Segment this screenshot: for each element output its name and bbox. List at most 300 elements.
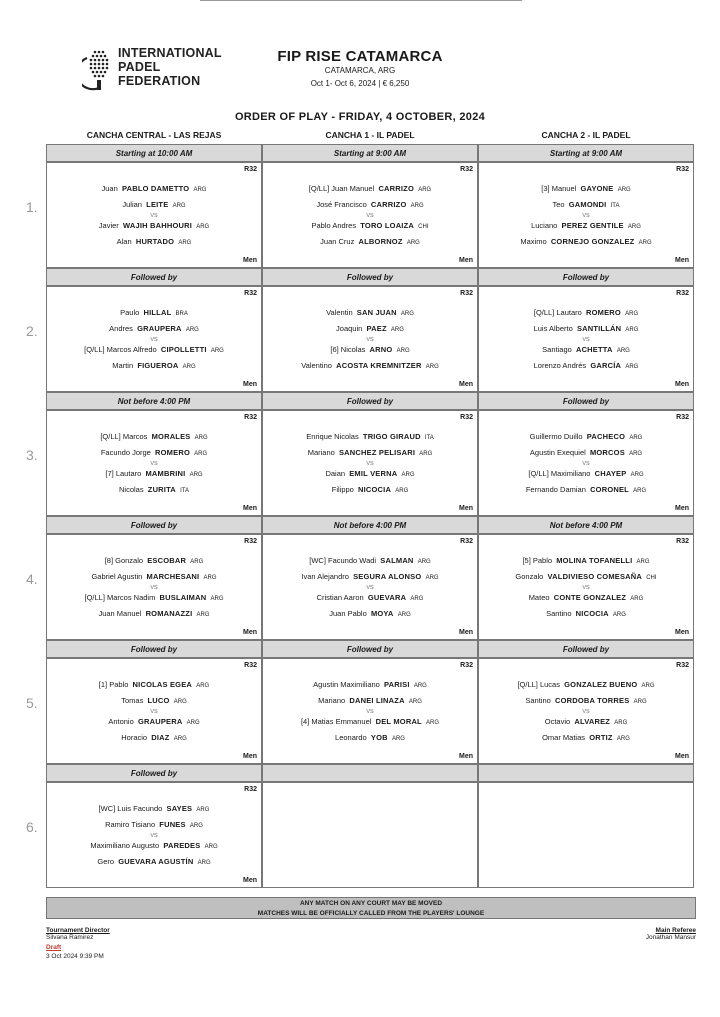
slot-label: Not before 4:00 PM (46, 392, 262, 410)
match-cell[interactable] (262, 658, 478, 764)
slot-label: Followed by (46, 640, 262, 658)
player-last-name: ACHETTA (575, 345, 613, 354)
player-first-name: Ivan Alejandro (301, 572, 349, 581)
player-nationality: ARG (616, 348, 630, 354)
player-name (263, 469, 477, 478)
player-first-name: [Q/LL] Marcos Nadim (84, 593, 156, 602)
match-cell[interactable] (262, 162, 478, 268)
player-name (47, 237, 261, 246)
draft-label: Draft (46, 944, 62, 951)
gender-label: Men (459, 257, 473, 264)
round-label: R32 (460, 290, 473, 297)
row-number: 3. (26, 447, 38, 463)
player-first-name: Ramiro Tisiano (105, 820, 156, 829)
player-first-name: Valentino (301, 361, 332, 370)
player-first-name: [7] Lautaro (105, 469, 142, 478)
player-first-name: Omar Matias (542, 733, 586, 742)
player-nationality: ARG (185, 327, 199, 333)
row-number: 6. (26, 819, 38, 835)
player-first-name: [5] Pablo (522, 556, 553, 565)
player-first-name: Fernando Damian (525, 485, 586, 494)
slot-label: Starting at 9:00 AM (478, 144, 694, 162)
slot-label: Followed by (46, 516, 262, 534)
notice-line-1: ANY MATCH ON ANY COURT MAY BE MOVED (299, 900, 443, 907)
versus-label: VS (366, 461, 374, 467)
player-last-name: PEREZ GENTILE (561, 221, 624, 230)
player-nationality: ARG (410, 596, 424, 602)
match-cell[interactable] (46, 286, 262, 392)
draft-time: 3 Oct 2024 9:39 PM (46, 953, 104, 960)
match-cell[interactable] (478, 658, 694, 764)
player-first-name: Horacio (121, 733, 148, 742)
player-nationality: ARG (625, 364, 639, 370)
versus-label: VS (582, 585, 590, 591)
notice-line-2: MATCHES WILL BE OFFICIALLY CALLED FROM THE PLAYERS' LOUNGE (257, 909, 485, 917)
player-first-name: Gero (97, 857, 115, 866)
player-last-name: FIGUEROA (137, 361, 179, 370)
player-name (263, 237, 477, 246)
row-number: 4. (26, 571, 38, 587)
player-first-name: Filippo (331, 485, 354, 494)
player-name (479, 221, 693, 230)
player-nationality: ARG (173, 699, 187, 705)
versus-label: VS (150, 709, 158, 715)
player-name (263, 485, 477, 494)
player-last-name: MAMBRINI (145, 469, 186, 478)
slot-label: Followed by (478, 392, 694, 410)
player-nationality: ARG (390, 327, 404, 333)
player-name (47, 221, 261, 230)
gender-label: Men (675, 257, 689, 264)
player-nationality: ARG (627, 224, 641, 230)
player-last-name: DIAZ (151, 733, 170, 742)
player-name (479, 680, 693, 689)
player-name (47, 857, 261, 866)
player-first-name: Alan (116, 237, 132, 246)
versus-label: VS (582, 461, 590, 467)
player-name (479, 733, 693, 742)
player-last-name: CONTE GONZALEZ (553, 593, 627, 602)
player-nationality: ARG (210, 348, 224, 354)
player-last-name: ARNO (369, 345, 393, 354)
round-label: R32 (460, 166, 473, 173)
player-name (263, 572, 477, 581)
player-first-name: Santino (546, 609, 572, 618)
match-cell[interactable] (262, 534, 478, 640)
tournament-dates: Oct 1- Oct 6, 2024 | € 6,250 (310, 79, 410, 88)
player-nationality: ARG (630, 472, 644, 478)
round-label: R32 (676, 538, 689, 545)
player-name (47, 572, 261, 581)
slot-label (262, 764, 478, 782)
row-number: 5. (26, 695, 38, 711)
versus-label: VS (582, 213, 590, 219)
round-label: R32 (244, 166, 257, 173)
player-last-name: CORDOBA TORRES (554, 696, 630, 705)
versus-label: VS (366, 213, 374, 219)
player-last-name: GAYONE (580, 184, 614, 193)
player-first-name: [3] Manuel (541, 184, 577, 193)
player-first-name: Joaquin (336, 324, 363, 333)
player-last-name: ORTIZ (589, 733, 613, 742)
player-nationality: ARG (630, 596, 644, 602)
slot-label: Followed by (262, 268, 478, 286)
player-last-name: SALMAN (380, 556, 414, 565)
player-name (263, 308, 477, 317)
logo-line-2: PADEL (118, 60, 161, 74)
player-first-name: [WC] Luis Facundo (98, 804, 163, 813)
tournament-director-block (46, 927, 110, 960)
round-label: R32 (244, 290, 257, 297)
row-number: 1. (26, 199, 38, 215)
player-last-name: YOB (370, 733, 388, 742)
player-name (263, 609, 477, 618)
player-name (47, 432, 261, 441)
player-last-name: MORALES (151, 432, 191, 441)
player-name (479, 345, 693, 354)
player-name (47, 345, 261, 354)
slot-label: Starting at 9:00 AM (262, 144, 478, 162)
player-nationality: ARG (400, 311, 414, 317)
player-nationality: ARG (189, 472, 203, 478)
gender-label: Men (675, 629, 689, 636)
player-nationality: ARG (401, 472, 415, 478)
round-label: R32 (676, 290, 689, 297)
player-first-name: [Q/LL] Marcos (100, 432, 148, 441)
court-header-1: CANCHA 1 - IL PADEL (325, 130, 415, 140)
round-label: R32 (676, 662, 689, 669)
player-last-name: ROMERO (155, 448, 190, 457)
player-nationality: ARG (413, 683, 427, 689)
player-first-name: [Q/LL] Marcos Alfredo (84, 345, 157, 354)
versus-label: VS (366, 585, 374, 591)
player-first-name: [WC] Facundo Wadi (309, 556, 377, 565)
slot-label: Not before 4:00 PM (262, 516, 478, 534)
player-name (47, 841, 261, 850)
versus-label: VS (582, 709, 590, 715)
main-referee-block (646, 927, 696, 941)
player-first-name: Nicolas (119, 485, 144, 494)
player-last-name: GAMONDI (568, 200, 607, 209)
versus-label: VS (150, 213, 158, 219)
player-first-name: Mariano (307, 448, 335, 457)
player-first-name: Mateo (528, 593, 550, 602)
player-name (479, 556, 693, 565)
player-name (263, 448, 477, 457)
player-nationality: ARG (186, 720, 200, 726)
round-label: R32 (460, 414, 473, 421)
player-name (479, 448, 693, 457)
match-cell[interactable] (46, 782, 262, 888)
slot-label: Not before 4:00 PM (478, 516, 694, 534)
match-cell[interactable] (478, 534, 694, 640)
player-last-name: LUCO (147, 696, 170, 705)
player-nationality: ARG (204, 844, 218, 850)
player-last-name: MOYA (370, 609, 394, 618)
player-last-name: PAREDES (163, 841, 201, 850)
player-nationality: ARG (616, 736, 630, 742)
player-first-name: Octavio (544, 717, 571, 726)
court-header-central: CANCHA CENTRAL - LAS REJAS (86, 130, 222, 140)
match-cell[interactable] (262, 410, 478, 516)
player-first-name: Mariano (318, 696, 346, 705)
player-last-name: WAJIH BAHHOURI (122, 221, 193, 230)
player-first-name: [Q/LL] Juan Manuel (308, 184, 375, 193)
player-nationality: ARG (189, 823, 203, 829)
player-nationality: ARG (196, 807, 210, 813)
player-last-name: PARISI (384, 680, 410, 689)
player-name (47, 308, 261, 317)
player-first-name: Agustin Exequiel (529, 448, 586, 457)
gender-label: Men (675, 505, 689, 512)
player-first-name: Martin (112, 361, 134, 370)
player-nationality: ARG (395, 488, 409, 494)
player-first-name: Luis Alberto (533, 324, 573, 333)
player-last-name: CHAYEP (594, 469, 627, 478)
match-cell[interactable] (478, 162, 694, 268)
player-nationality: ARG (419, 451, 433, 457)
slot-label: Followed by (478, 268, 694, 286)
player-first-name: [8] Gonzalo (104, 556, 144, 565)
match-cell[interactable] (478, 286, 694, 392)
player-first-name: [Q/LL] Maximiliano (528, 469, 591, 478)
player-first-name: Tomas (121, 696, 144, 705)
round-label: R32 (460, 538, 473, 545)
player-last-name: ALVAREZ (574, 717, 611, 726)
player-first-name: Santino (525, 696, 551, 705)
round-label: R32 (244, 786, 257, 793)
player-last-name: PAEZ (366, 324, 387, 333)
player-last-name: CARRIZO (378, 184, 415, 193)
player-name (263, 345, 477, 354)
player-name (479, 308, 693, 317)
player-name (263, 361, 477, 370)
round-label: R32 (244, 538, 257, 545)
player-name (47, 448, 261, 457)
player-first-name: Santiago (542, 345, 572, 354)
player-last-name: TRIGO GIRAUD (362, 432, 421, 441)
round-label: R32 (676, 414, 689, 421)
player-last-name: FUNES (159, 820, 186, 829)
player-first-name: Pablo Andres (311, 221, 357, 230)
player-last-name: NICOLAS EGEA (132, 680, 193, 689)
row-number: 2. (26, 323, 38, 339)
versus-label: VS (366, 337, 374, 343)
versus-label: VS (150, 833, 158, 839)
player-last-name: LEITE (146, 200, 169, 209)
match-cell[interactable] (46, 162, 262, 268)
player-first-name: Luciano (531, 221, 558, 230)
player-first-name: [Q/LL] Lucas (517, 680, 560, 689)
slot-label: Followed by (478, 640, 694, 658)
player-nationality: ARG (614, 720, 628, 726)
round-label: R32 (244, 414, 257, 421)
player-name (479, 696, 693, 705)
player-nationality: ARG (625, 327, 639, 333)
player-name (47, 485, 261, 494)
player-first-name: Daian (325, 469, 346, 478)
player-last-name: ROMERO (585, 308, 621, 317)
player-first-name: Guillermo Duillo (529, 432, 583, 441)
player-name (263, 733, 477, 742)
player-first-name: Agustin Maximiliano (313, 680, 380, 689)
player-name (479, 200, 693, 209)
player-name (479, 361, 693, 370)
fip-logo (82, 44, 242, 94)
player-first-name: Juan Cruz (320, 237, 355, 246)
match-cell (262, 782, 478, 888)
player-name (47, 820, 261, 829)
player-name (47, 804, 261, 813)
player-first-name: Cristian Aaron (316, 593, 364, 602)
player-name (47, 696, 261, 705)
player-last-name: HILLAL (143, 308, 172, 317)
notice-box (46, 897, 696, 919)
player-last-name: ZURITA (147, 485, 176, 494)
versus-label: VS (150, 337, 158, 343)
player-name (47, 717, 261, 726)
player-nationality: ARG (406, 240, 420, 246)
player-name (263, 556, 477, 565)
player-nationality: ARG (210, 596, 224, 602)
player-first-name: Leonardo (335, 733, 367, 742)
player-nationality: ARG (397, 612, 411, 618)
referee-title: Main Referee (655, 927, 696, 934)
logo-line-3: FEDERATION (118, 74, 201, 88)
player-last-name: NICOCIA (358, 485, 392, 494)
player-first-name: Maximo (520, 237, 547, 246)
slot-label: Followed by (262, 640, 478, 658)
gender-label: Men (459, 629, 473, 636)
player-name (47, 556, 261, 565)
match-cell[interactable] (46, 410, 262, 516)
player-name (263, 717, 477, 726)
player-first-name: [4] Matias Emmanuel (300, 717, 372, 726)
player-nationality: ARG (391, 736, 405, 742)
player-name (263, 200, 477, 209)
player-nationality: ARG (172, 203, 186, 209)
player-nationality: ARG (629, 435, 643, 441)
match-cell[interactable] (478, 410, 694, 516)
order-of-play-title: ORDER OF PLAY - FRIDAY, 4 OCTOBER, 2024 (234, 111, 486, 123)
round-label: R32 (676, 166, 689, 173)
player-nationality: ARG (417, 559, 431, 565)
player-nationality: ARG (426, 720, 440, 726)
player-first-name: Lorenzo Andrés (533, 361, 587, 370)
match-cell[interactable] (46, 534, 262, 640)
player-last-name: DANEI LINAZA (349, 696, 405, 705)
player-nationality: ARG (641, 683, 655, 689)
player-nationality: ARG (196, 224, 210, 230)
gender-label: Men (243, 629, 257, 636)
versus-label: VS (150, 585, 158, 591)
player-last-name: ALBORNOZ (358, 237, 403, 246)
player-last-name: SAYES (166, 804, 193, 813)
player-name (479, 485, 693, 494)
player-last-name: MORCOS (589, 448, 625, 457)
player-last-name: ROMANAZZI (145, 609, 193, 618)
gender-label: Men (459, 753, 473, 760)
gender-label: Men (243, 257, 257, 264)
player-nationality: ARG (629, 451, 643, 457)
player-nationality: ARG (197, 860, 211, 866)
player-last-name: SANCHEZ PELISARI (338, 448, 416, 457)
match-cell (478, 782, 694, 888)
player-nationality: ARG (638, 240, 652, 246)
player-first-name: Juan Manuel (98, 609, 142, 618)
player-name (47, 184, 261, 193)
gender-label: Men (243, 877, 257, 884)
player-name (263, 221, 477, 230)
player-name (479, 184, 693, 193)
player-last-name: HURTADO (135, 237, 175, 246)
player-last-name: CORONEL (590, 485, 629, 494)
player-name (263, 432, 477, 441)
player-nationality: ARG (178, 240, 192, 246)
player-nationality: ITA (424, 435, 434, 441)
player-last-name: GONZALEZ BUENO (564, 680, 638, 689)
player-first-name: Juan Pablo (329, 609, 367, 618)
player-nationality: ARG (396, 348, 410, 354)
player-name (47, 324, 261, 333)
player-name (479, 469, 693, 478)
player-nationality: ITA (610, 203, 620, 209)
player-name (47, 593, 261, 602)
player-nationality: ARG (418, 187, 432, 193)
gender-label: Men (459, 381, 473, 388)
player-name (479, 324, 693, 333)
player-name (479, 609, 693, 618)
match-cell[interactable] (262, 286, 478, 392)
slot-label: Followed by (46, 268, 262, 286)
player-name (479, 432, 693, 441)
player-last-name: MOLINA TOFANELLI (556, 556, 633, 565)
player-last-name: ACOSTA KREMNITZER (336, 361, 422, 370)
gender-label: Men (243, 753, 257, 760)
player-name (47, 733, 261, 742)
player-first-name: Julian (122, 200, 142, 209)
player-name (47, 680, 261, 689)
player-name (263, 324, 477, 333)
player-first-name: José Francisco (316, 200, 367, 209)
gender-label: Men (675, 753, 689, 760)
player-first-name: Facundo Jorge (100, 448, 151, 457)
gender-label: Men (459, 505, 473, 512)
court-header-2: CANCHA 2 - IL PADEL (541, 130, 631, 140)
player-last-name: SANTILLÁN (576, 324, 622, 333)
player-name (479, 237, 693, 246)
player-last-name: EMIL VERNA (349, 469, 398, 478)
slot-label: Followed by (46, 764, 262, 782)
player-nationality: ARG (193, 187, 207, 193)
player-last-name: DEL MORAL (375, 717, 422, 726)
slot-label: Followed by (262, 392, 478, 410)
player-last-name: CIPOLLETTI (160, 345, 207, 354)
player-first-name: [1] Pablo (98, 680, 129, 689)
match-cell[interactable] (46, 658, 262, 764)
player-last-name: PABLO DAMETTO (121, 184, 190, 193)
player-first-name: Javier (98, 221, 119, 230)
player-nationality: ARG (194, 451, 208, 457)
player-last-name: NICOCIA (575, 609, 609, 618)
logo-text (118, 46, 222, 88)
director-name: Silvana Ramirez (46, 934, 94, 941)
versus-label: VS (150, 461, 158, 467)
player-nationality: ARG (633, 699, 647, 705)
player-last-name: VALDIVIESO COMESAÑA (547, 572, 643, 581)
player-first-name: Enrique Nicolas (306, 432, 359, 441)
player-name (263, 696, 477, 705)
